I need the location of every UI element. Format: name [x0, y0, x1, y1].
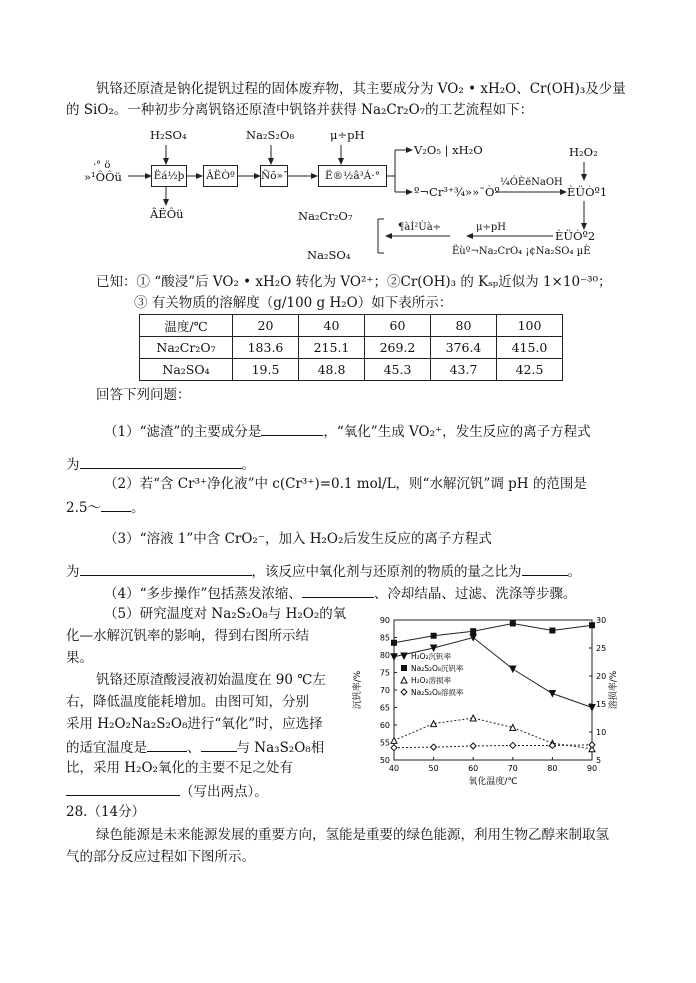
- table-header-cell: 60: [365, 315, 431, 337]
- legend-label: H₂O₂溶损率: [411, 676, 452, 685]
- q5-text-7b: 、: [187, 740, 201, 756]
- q28-title: 28.（14分）: [66, 804, 146, 820]
- data-point: [391, 745, 397, 751]
- y-left-tick-label: 85: [379, 633, 390, 643]
- q2-text-c: 。: [130, 500, 145, 516]
- table-cell: 45.3: [365, 359, 431, 381]
- x-axis-label: 氧化温度/℃: [468, 777, 518, 787]
- q4-blank-operation[interactable]: [302, 583, 374, 598]
- cr-purified-liquid: º¬Cr³⁺¾»»¯Òº: [414, 185, 500, 199]
- q3-blank-ratio[interactable]: [522, 561, 568, 576]
- question-2-line-2: [66, 497, 144, 518]
- y-right-tick-label: 25: [596, 644, 607, 653]
- series-line-2: [394, 718, 592, 749]
- x-tick-label: 80: [547, 764, 558, 773]
- q5-line-9: [66, 781, 268, 802]
- step-acid-leach: Ëá½þ: [151, 165, 187, 187]
- step-filtrate: ÂËÒº: [203, 165, 238, 187]
- q1-text-b: ，“氧化”生成 VO₂⁺，发生反应的离子方程式: [323, 424, 591, 440]
- q1-text-a: （1）“滤渣”的主要成分是: [104, 424, 262, 440]
- table-cell: 215.1: [299, 337, 365, 359]
- y-left-tick-label: 90: [379, 616, 390, 625]
- intro-line-2: 的 SiO₂。一种初步分离钒铬还原渣中钒铬并获得 Na₂Cr₂O₇的工艺流程如下：: [66, 102, 534, 118]
- y-left-tick-label: 50: [379, 756, 390, 765]
- q5-blank-temp-1[interactable]: [147, 737, 187, 752]
- table-row-label: Na₂SO₄: [140, 359, 233, 381]
- q5-line-3: 果。: [66, 650, 93, 666]
- product-na2cr2o7: Na₂Cr₂O₇: [298, 209, 353, 223]
- table-cell: 19.5: [233, 359, 299, 381]
- question-2-line-1: （2）若“含 Cr³⁺净化液”中 c(Cr³⁺)=0.1 mol/L，则“水解沉钒”调 pH 的范围是: [104, 476, 587, 492]
- start-material: »¹ÔÔü: [84, 170, 122, 184]
- legend-marker: [401, 689, 407, 695]
- series-line-3: [394, 745, 592, 748]
- question-4: [104, 583, 576, 604]
- q2-blank-ph[interactable]: [101, 497, 131, 512]
- data-point: [391, 640, 397, 646]
- adjust-ph-2: μ÷pH: [476, 222, 506, 233]
- table-row: [140, 359, 563, 381]
- y-right-tick-label: 30: [596, 616, 607, 625]
- intro-line-1: 钒铬还原渣是钠化提钒过程的固体废弃物，其主要成分为 VO₂ • xH₂O、Cr(OH)₃及少量: [96, 81, 626, 97]
- series-line-1: [394, 624, 592, 643]
- data-point: [431, 744, 437, 750]
- step-oxidation: Ñõ»¯: [260, 165, 288, 187]
- y-left-tick-label: 60: [379, 721, 390, 730]
- y-left-tick-label: 80: [379, 651, 390, 660]
- q28-line-1: 绿色能源是未来能源发展的重要方向，氢能是重要的绿色能源，利用生物乙醇来制取氢: [96, 827, 609, 843]
- reagent-adjust-ph: μ÷pH: [330, 128, 365, 142]
- data-point: [510, 742, 516, 748]
- data-point: [589, 705, 595, 711]
- filter-residue: ÂËÔü: [150, 207, 184, 221]
- q3-blank-equation[interactable]: [80, 561, 252, 576]
- solution-2: ÈÜÒº2: [555, 229, 596, 243]
- legend-marker: [401, 677, 407, 683]
- q5-text-9: （写出两点）。: [180, 784, 268, 800]
- y-right-tick-label: 10: [596, 728, 607, 737]
- product-na2so4: Na₂SO₄: [307, 248, 351, 262]
- table-header-cell: 80: [431, 315, 497, 337]
- answer-prompt: 回答下列问题：: [96, 387, 191, 403]
- reagent-na2s2o8: Na₂S₂O₈: [246, 128, 295, 142]
- table-cell: 183.6: [233, 337, 299, 359]
- q1-blank-equation[interactable]: [80, 454, 242, 469]
- data-point: [431, 633, 437, 639]
- known-line-2: ③ 有关物质的溶解度（g/100 g H₂O）如下表所示：: [134, 295, 453, 311]
- oxidation-temperature-chart: [346, 608, 628, 798]
- q5-line-7: [66, 737, 324, 758]
- q5-line-1: （5）研究温度对 Na₂S₂O₈与 H₂O₂的氧: [104, 606, 347, 622]
- x-tick-label: 40: [388, 764, 400, 773]
- legend-label: Na₂S₂O₈溶损率: [411, 688, 464, 697]
- data-point: [549, 628, 555, 634]
- x-tick-label: 70: [507, 764, 518, 773]
- start-material-top: ·° ö: [93, 160, 111, 171]
- q5-line-6: 采用 H₂O₂Na₂S₂O₈进行“氧化”时，应选择: [66, 716, 323, 732]
- data-point: [589, 622, 595, 628]
- table-cell: 48.8: [299, 359, 365, 381]
- table-row-label: Na₂Cr₂O₇: [140, 337, 233, 359]
- q5-text-7a: 的适宜温度是: [66, 740, 147, 756]
- y-left-tick-label: 65: [379, 703, 390, 713]
- data-point: [470, 628, 476, 634]
- product-v2o5: V₂O₅ | xH₂O: [414, 143, 483, 157]
- x-tick-label: 90: [586, 764, 598, 773]
- y-left-tick-label: 55: [379, 738, 390, 748]
- reagent-h2so4: H₂SO₄: [150, 128, 187, 142]
- legend-label: Na₂S₂O₈沉钒率: [411, 664, 464, 673]
- y-right-axis-label: 溶损率/%: [609, 670, 619, 710]
- q5-line-5: 右，降低温度能耗增加。由图可知，分别: [66, 694, 309, 710]
- solution-1: ÈÜÒº1: [567, 185, 608, 199]
- data-point: [510, 666, 516, 672]
- table-cell: 42.5: [497, 359, 563, 381]
- q5-blank-drawbacks[interactable]: [66, 781, 180, 796]
- data-point: [470, 743, 476, 749]
- question-3-line-1: （3）“溶液 1”中含 CrO₂⁻，加入 H₂O₂后发生反应的离子方程式: [104, 531, 492, 547]
- q2-text-b: 2.5～: [66, 500, 101, 516]
- y-left-tick-label: 70: [379, 686, 390, 695]
- q1-text-d: 。: [241, 457, 255, 473]
- solution-2-desc: Ëùº¬Na₂CrO₄ ¡¢Na₂SO₄ µÈ: [452, 246, 591, 257]
- q1-blank-residue[interactable]: [261, 421, 323, 436]
- step-hydrolysis: Ë®½â³Á·°: [318, 165, 387, 187]
- legend-label: H₂O₂沉钒率: [411, 652, 452, 661]
- y-right-tick-label: 5: [596, 756, 602, 765]
- x-tick-label: 50: [428, 764, 439, 773]
- table-header-row: [140, 315, 563, 337]
- reagent-h2o2: H₂O₂: [569, 145, 598, 159]
- q5-line-4: 钒铬还原渣酸浸液初始温度在 90 ℃左: [96, 672, 326, 688]
- q28-line-2: 气的部分反应过程如下图所示。: [66, 849, 255, 865]
- legend-marker: [401, 653, 407, 659]
- q5-line-2: 化—水解沉钒率的影响，得到右图所示结: [66, 628, 309, 644]
- data-point: [549, 691, 555, 697]
- q1-text-c: 为: [66, 457, 80, 473]
- q3-text-d: 。: [567, 564, 581, 580]
- known-line-1: 已知：① “酸浸”后 VO₂ • xH₂O 转化为 VO²⁺；②Cr(OH)₃ 的 Kₛₚ近似为 1×10⁻³⁰；: [96, 274, 612, 290]
- question-1-line-2: [66, 454, 255, 475]
- table-header-cell: 100: [497, 315, 563, 337]
- table-cell: 269.2: [365, 337, 431, 359]
- data-point: [589, 742, 595, 748]
- solubility-table: [139, 314, 563, 381]
- table-cell: 415.0: [497, 337, 563, 359]
- y-left-tick-label: 75: [379, 668, 390, 678]
- data-point: [391, 737, 397, 743]
- question-1-line-1: [104, 421, 591, 442]
- q3-text-c: ，该反应中氧化剂与还原剂的物质的量之比为: [251, 564, 522, 580]
- q5-line-8: 比，采用 H₂O₂氧化的主要不足之处有: [66, 760, 293, 776]
- table-header-cell: 40: [299, 315, 365, 337]
- q5-blank-temp-2[interactable]: [201, 737, 237, 752]
- naoh-label: ¼ÓÈëNaOH: [500, 177, 563, 188]
- q3-text-b: 为: [66, 564, 80, 580]
- legend-marker: [401, 665, 407, 671]
- table-cell: 376.4: [431, 337, 497, 359]
- q4-text-a: （4）“多步操作”包括蒸发浓缩、: [104, 586, 302, 602]
- multistep-label: ¶àÍ²Ùà÷: [398, 222, 442, 233]
- table-row: [140, 337, 563, 359]
- y-left-axis-label: 沉钒率/%: [353, 670, 363, 710]
- table-header-cell: 20: [233, 315, 299, 337]
- table-header-temp: 温度/℃: [140, 315, 233, 337]
- data-point: [510, 621, 516, 627]
- table-cell: 43.7: [431, 359, 497, 381]
- x-tick-label: 60: [468, 764, 479, 773]
- q4-text-b: 、冷却结晶、过滤、洗涤等步骤。: [373, 586, 577, 602]
- question-3-line-2: [66, 561, 581, 582]
- q5-text-7c: 与 Na₃S₂O₈相: [236, 740, 325, 756]
- y-right-tick-label: 15: [596, 700, 607, 709]
- y-right-tick-label: 20: [596, 672, 607, 681]
